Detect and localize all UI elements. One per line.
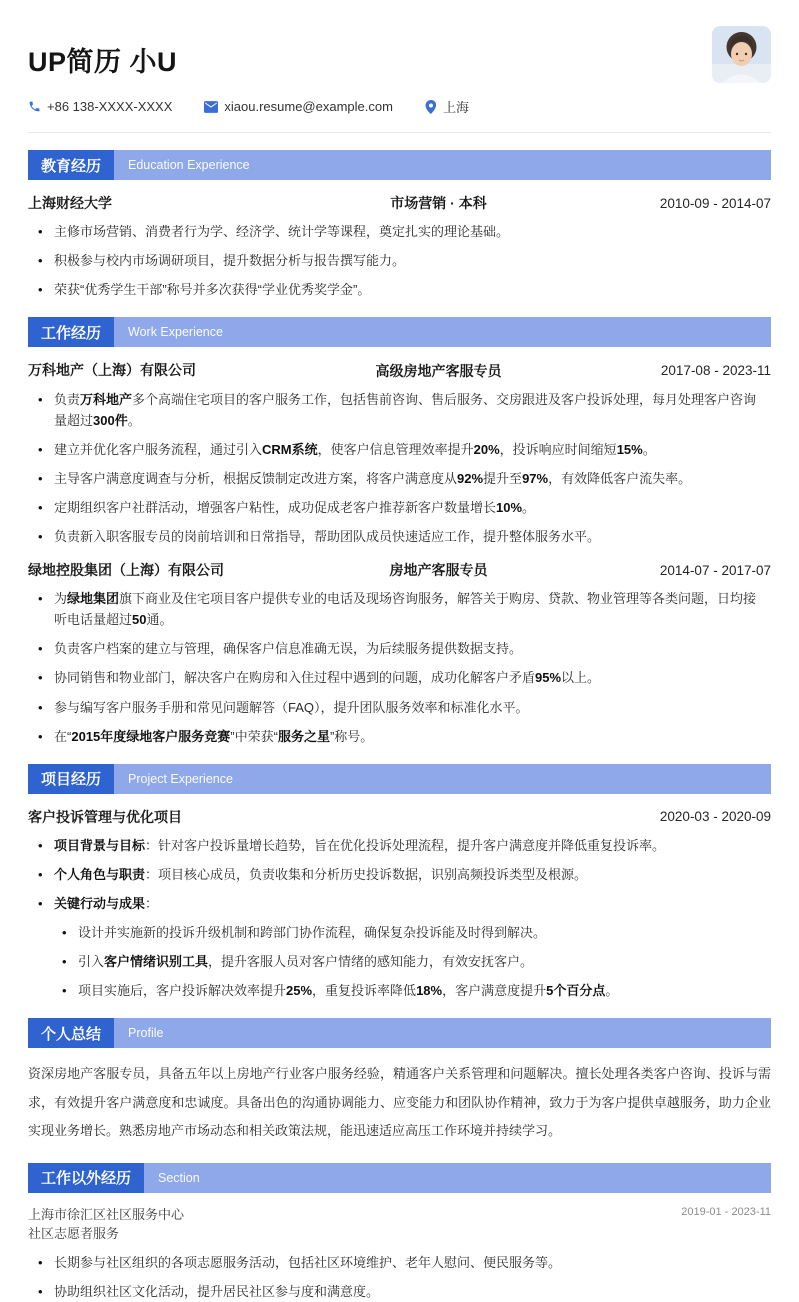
text: 协助组织社区文化活动，提升居民社区参与度和满意度。 — [54, 1283, 380, 1299]
text: 。 — [127, 412, 141, 428]
bullet-item — [28, 1252, 771, 1273]
section-header-bar — [28, 150, 771, 180]
text: 设计并实施新的投诉升级机制和跨部门协作流程，确保复杂投诉能及时得到解决。 — [78, 925, 547, 941]
bullet-dot: • — [38, 1283, 43, 1299]
bullet-list — [28, 835, 771, 1001]
text: 引入 — [78, 954, 105, 970]
text: 提升至 — [483, 470, 523, 486]
bullet-list — [28, 389, 771, 547]
text: 多个高端住宅项目的客户服务工作，包括售前咨询、售后服务、交房跟进及客户投诉处理，每月处理客户咨询量超过 — [54, 391, 757, 428]
entry-date: 2014-07 - 2017-07 — [659, 562, 771, 578]
bullet-dot: • — [38, 253, 43, 269]
text: 通。 — [146, 612, 173, 628]
section-title-badge: 工作以外经历 — [28, 1163, 144, 1193]
bullet-item — [28, 893, 771, 914]
bullet-item — [28, 697, 771, 718]
bold-text: 个人角色与职责 — [54, 866, 146, 882]
text: 项目实施后，客户投诉解决效率提升 — [78, 983, 287, 999]
bold-text: CRM系统 — [262, 441, 318, 457]
bullet-text — [78, 951, 771, 972]
text: ，使客户信息管理效率提升 — [317, 441, 474, 457]
bullet-text — [54, 526, 771, 547]
section-other — [28, 1163, 771, 1302]
sections — [28, 150, 771, 1302]
bold-text: 300件 — [93, 412, 128, 428]
bold-text: 客户情绪识别工具 — [104, 954, 209, 970]
bullet-item — [28, 468, 771, 489]
entry-date: 2010-09 - 2014-07 — [659, 195, 771, 211]
entry-role: 高级房地产客服专员 — [375, 362, 502, 379]
entry-date: 2020-03 - 2020-09 — [659, 809, 771, 825]
section-subtitle: Work Experience — [128, 325, 223, 340]
bullet-dot: • — [38, 282, 43, 298]
entry-header — [28, 560, 771, 580]
bullet-dot: • — [38, 895, 43, 911]
bullet-item — [28, 864, 771, 885]
bullet-text — [54, 588, 771, 630]
text: 协同销售和物业部门，解决客户在购房和入住过程中遇到的问题，成功化解客户矛盾 — [54, 670, 536, 686]
bullet-item — [28, 389, 771, 431]
section-header-bar — [28, 1163, 771, 1193]
bold-text: 5个百分点 — [546, 983, 606, 999]
section-subtitle: Education Experience — [128, 158, 250, 172]
bullet-text — [54, 667, 771, 688]
bullet-dot: • — [38, 470, 43, 486]
text: ”称号。 — [329, 728, 374, 744]
section-header-bar — [28, 764, 771, 794]
portrait-illustration — [712, 26, 771, 83]
bullet-list — [28, 1252, 771, 1302]
entry-header — [28, 360, 771, 380]
section-work — [28, 317, 771, 746]
entry-org: 客户投诉管理与优化项目 — [28, 808, 182, 825]
bullet-dot: • — [38, 528, 43, 544]
location-text: 上海 — [442, 100, 469, 115]
section-subtitle: Project Experience — [128, 771, 233, 786]
text: 负责新入职客服专员的岗前培训和日常指导，帮助团队成员快速适应工作，提升整体服务水平。 — [54, 528, 601, 544]
bold-text: 10% — [496, 499, 523, 515]
text: 以上。 — [561, 670, 601, 686]
text: 积极参与校内市场调研项目，提升数据分析与报告撰写能力。 — [54, 253, 406, 269]
sub-bullet-item — [28, 980, 771, 1001]
entry-org: 上海财经大学 — [28, 195, 112, 211]
section-project — [28, 764, 771, 1002]
bold-text: 关键行动与成果 — [54, 895, 146, 911]
bullet-text — [54, 250, 771, 271]
resume-header — [28, 0, 771, 83]
section-title-badge: 工作经历 — [28, 317, 114, 347]
text: ：项目核心成员，负责收集和分析历史投诉数据，识别高频投诉类型及根源。 — [145, 866, 588, 882]
section-subtitle: Profile — [128, 1026, 164, 1041]
bullet-item — [28, 250, 771, 271]
bullet-dot: • — [38, 441, 43, 457]
bold-text: 92% — [457, 470, 484, 486]
bullet-dot: • — [38, 591, 43, 607]
text: ”中荣获“ — [230, 728, 278, 744]
bullet-text — [54, 835, 771, 856]
bullet-item — [28, 439, 771, 460]
bullet-item — [28, 221, 771, 242]
bullet-text — [54, 221, 771, 242]
text: 在“ — [54, 728, 72, 744]
entry-date: 2019-01 - 2023-11 — [681, 1205, 771, 1218]
text: 参与编写客户服务手册和常见问题解答（FAQ），提升团队服务效率和标准化水平。 — [54, 699, 529, 715]
text: ： — [145, 895, 159, 911]
bold-text: 万科地产 — [80, 391, 133, 407]
text: 。 — [642, 441, 656, 457]
bold-text: 95% — [535, 670, 562, 686]
bold-text: 50 — [132, 612, 147, 628]
bullet-dot: • — [38, 670, 43, 686]
bullet-text — [54, 697, 771, 718]
bullet-text — [54, 389, 771, 431]
bullet-list — [28, 588, 771, 746]
bullet-text — [78, 922, 771, 943]
header-divider — [28, 132, 771, 133]
text: 主导客户满意度调查与分析，根据反馈制定改进方案，将客户满意度从 — [54, 470, 458, 486]
bullet-text — [54, 1281, 771, 1302]
entry-org: 绿地控股集团（上海）有限公司 — [28, 562, 224, 579]
bullet-dot: • — [62, 925, 67, 941]
text: 负责 — [54, 391, 81, 407]
bullet-text — [54, 638, 771, 659]
phone-icon — [28, 100, 41, 113]
candidate-name: UP简历 小U — [28, 47, 178, 77]
bold-text: 97% — [522, 470, 549, 486]
bullet-item — [28, 279, 771, 300]
text: 。 — [522, 499, 536, 515]
text: 负责客户档案的建立与管理，确保客户信息准确无误，为后续服务提供数据支持。 — [54, 641, 523, 657]
section-title-badge: 教育经历 — [28, 150, 114, 180]
text: 为 — [54, 591, 68, 607]
bullet-text — [54, 864, 771, 885]
bullet-item — [28, 526, 771, 547]
bold-text: 25% — [286, 983, 313, 999]
bullet-text — [54, 497, 771, 518]
bullet-text — [54, 439, 771, 460]
bold-text: 18% — [416, 983, 443, 999]
profile-photo — [712, 26, 771, 83]
bullet-text — [54, 726, 771, 747]
bullet-dot: • — [38, 728, 43, 744]
location-icon — [425, 100, 437, 114]
bullet-text — [78, 980, 771, 1001]
bold-text: 服务之星 — [277, 728, 330, 744]
bullet-text — [54, 468, 771, 489]
text: 长期参与社区组织的各项志愿服务活动，包括社区环境维护、老年人慰问、便民服务等。 — [54, 1254, 562, 1270]
bullet-item — [28, 726, 771, 747]
section-header-bar — [28, 1018, 771, 1048]
bullet-dot: • — [38, 499, 43, 515]
bullet-item — [28, 667, 771, 688]
entry-header — [28, 193, 771, 213]
bold-text: 2015年度绿地客户服务竞赛 — [71, 728, 231, 744]
bullet-dot: • — [38, 837, 43, 853]
bullet-dot: • — [38, 1254, 43, 1270]
bullet-dot: • — [38, 866, 43, 882]
text: 定期组织客户社群活动，增强客户粘性，成功促成老客户推荐新客户数量增长 — [54, 499, 497, 515]
bullet-item — [28, 1281, 771, 1302]
section-subtitle: Section — [158, 1170, 200, 1185]
text: ，客户满意度提升 — [442, 983, 547, 999]
phone-text: +86 138-XXXX-XXXX — [47, 99, 173, 114]
sub-bullet-item — [28, 951, 771, 972]
text: 。 — [605, 983, 619, 999]
bullet-item — [28, 638, 771, 659]
text: ，有效降低客户流失率。 — [548, 470, 692, 486]
entry-org — [28, 1206, 256, 1244]
bullet-text — [54, 279, 771, 300]
text: ，投诉响应时间缩短 — [499, 441, 617, 457]
bullet-dot: • — [62, 983, 67, 999]
text: ：针对客户投诉量增长趋势，旨在优化投诉处理流程，提升客户满意度并降低重复投诉率。 — [145, 837, 666, 853]
entry-org-line1: 上海市徐汇区社区服务中心 — [28, 1206, 185, 1222]
bullet-item — [28, 835, 771, 856]
email-icon — [204, 101, 218, 113]
bullet-item — [28, 497, 771, 518]
email-text: xiaou.resume@example.com — [224, 99, 393, 114]
text: 旗下商业及住宅项目客户提供专业的电话及现场咨询服务，解答关于购房、贷款、物业管理等各类问题，日均接听电话量超过 — [54, 591, 757, 628]
entry-role: 房地产客服专员 — [389, 562, 488, 579]
bullet-text — [54, 893, 771, 914]
text: 建立并优化客户服务流程，通过引入 — [54, 441, 263, 457]
sub-bullet-item — [28, 922, 771, 943]
section-profile — [28, 1018, 771, 1146]
text: 荣获“优秀学生干部”称号并多次获得“学业优秀奖学金”。 — [54, 282, 371, 298]
entry-role: 市场营销 · 本科 — [390, 195, 487, 212]
entry-org: 万科地产（上海）有限公司 — [28, 362, 196, 379]
entry-header — [28, 1206, 771, 1244]
bold-text: 绿地集团 — [67, 591, 120, 607]
bullet-dot: • — [38, 699, 43, 715]
bullet-item — [28, 588, 771, 630]
bold-text: 项目背景与目标 — [54, 837, 146, 853]
text: ，重复投诉率降低 — [312, 983, 417, 999]
section-title-badge: 项目经历 — [28, 764, 114, 794]
text: ，提升客服人员对客户情绪的感知能力，有效安抚客户。 — [208, 954, 534, 970]
bullet-list — [28, 221, 771, 300]
section-header-bar — [28, 317, 771, 347]
bullet-dot: • — [38, 224, 43, 240]
bold-text: 15% — [616, 441, 643, 457]
profile-paragraph: 资深房地产客服专员，具备五年以上房地产行业客户服务经验，精通客户关系管理和问题解决。擅长处理各类客户咨询、投诉与需求，有效提升客户满意度和忠诚度。具备出色的沟通协调能力、应变能力和团队协作精神，致力于为客户提供卓越服务，助力企业实现业务增长。熟悉房地产市场动态和相关政策法规，能迅速适应高压工作环境并持续学习。 — [28, 1066, 771, 1139]
bullet-dot: • — [38, 641, 43, 657]
entry-org-line2: 社区志愿者服务 — [28, 1225, 120, 1241]
section-title-badge: 个人总结 — [28, 1018, 114, 1048]
entry-header — [28, 807, 771, 827]
bullet-text — [54, 1252, 771, 1273]
section-education — [28, 150, 771, 300]
contact-location — [425, 97, 469, 116]
bullet-dot: • — [38, 391, 43, 407]
contact-email — [204, 99, 393, 114]
bullet-dot: • — [62, 954, 67, 970]
entry-date: 2017-08 - 2023-11 — [660, 363, 771, 379]
contact-row — [28, 97, 771, 116]
bold-text: 20% — [473, 441, 500, 457]
text: 主修市场营销、消费者行为学、经济学、统计学等课程，奠定扎实的理论基础。 — [54, 224, 510, 240]
contact-phone — [28, 99, 172, 114]
